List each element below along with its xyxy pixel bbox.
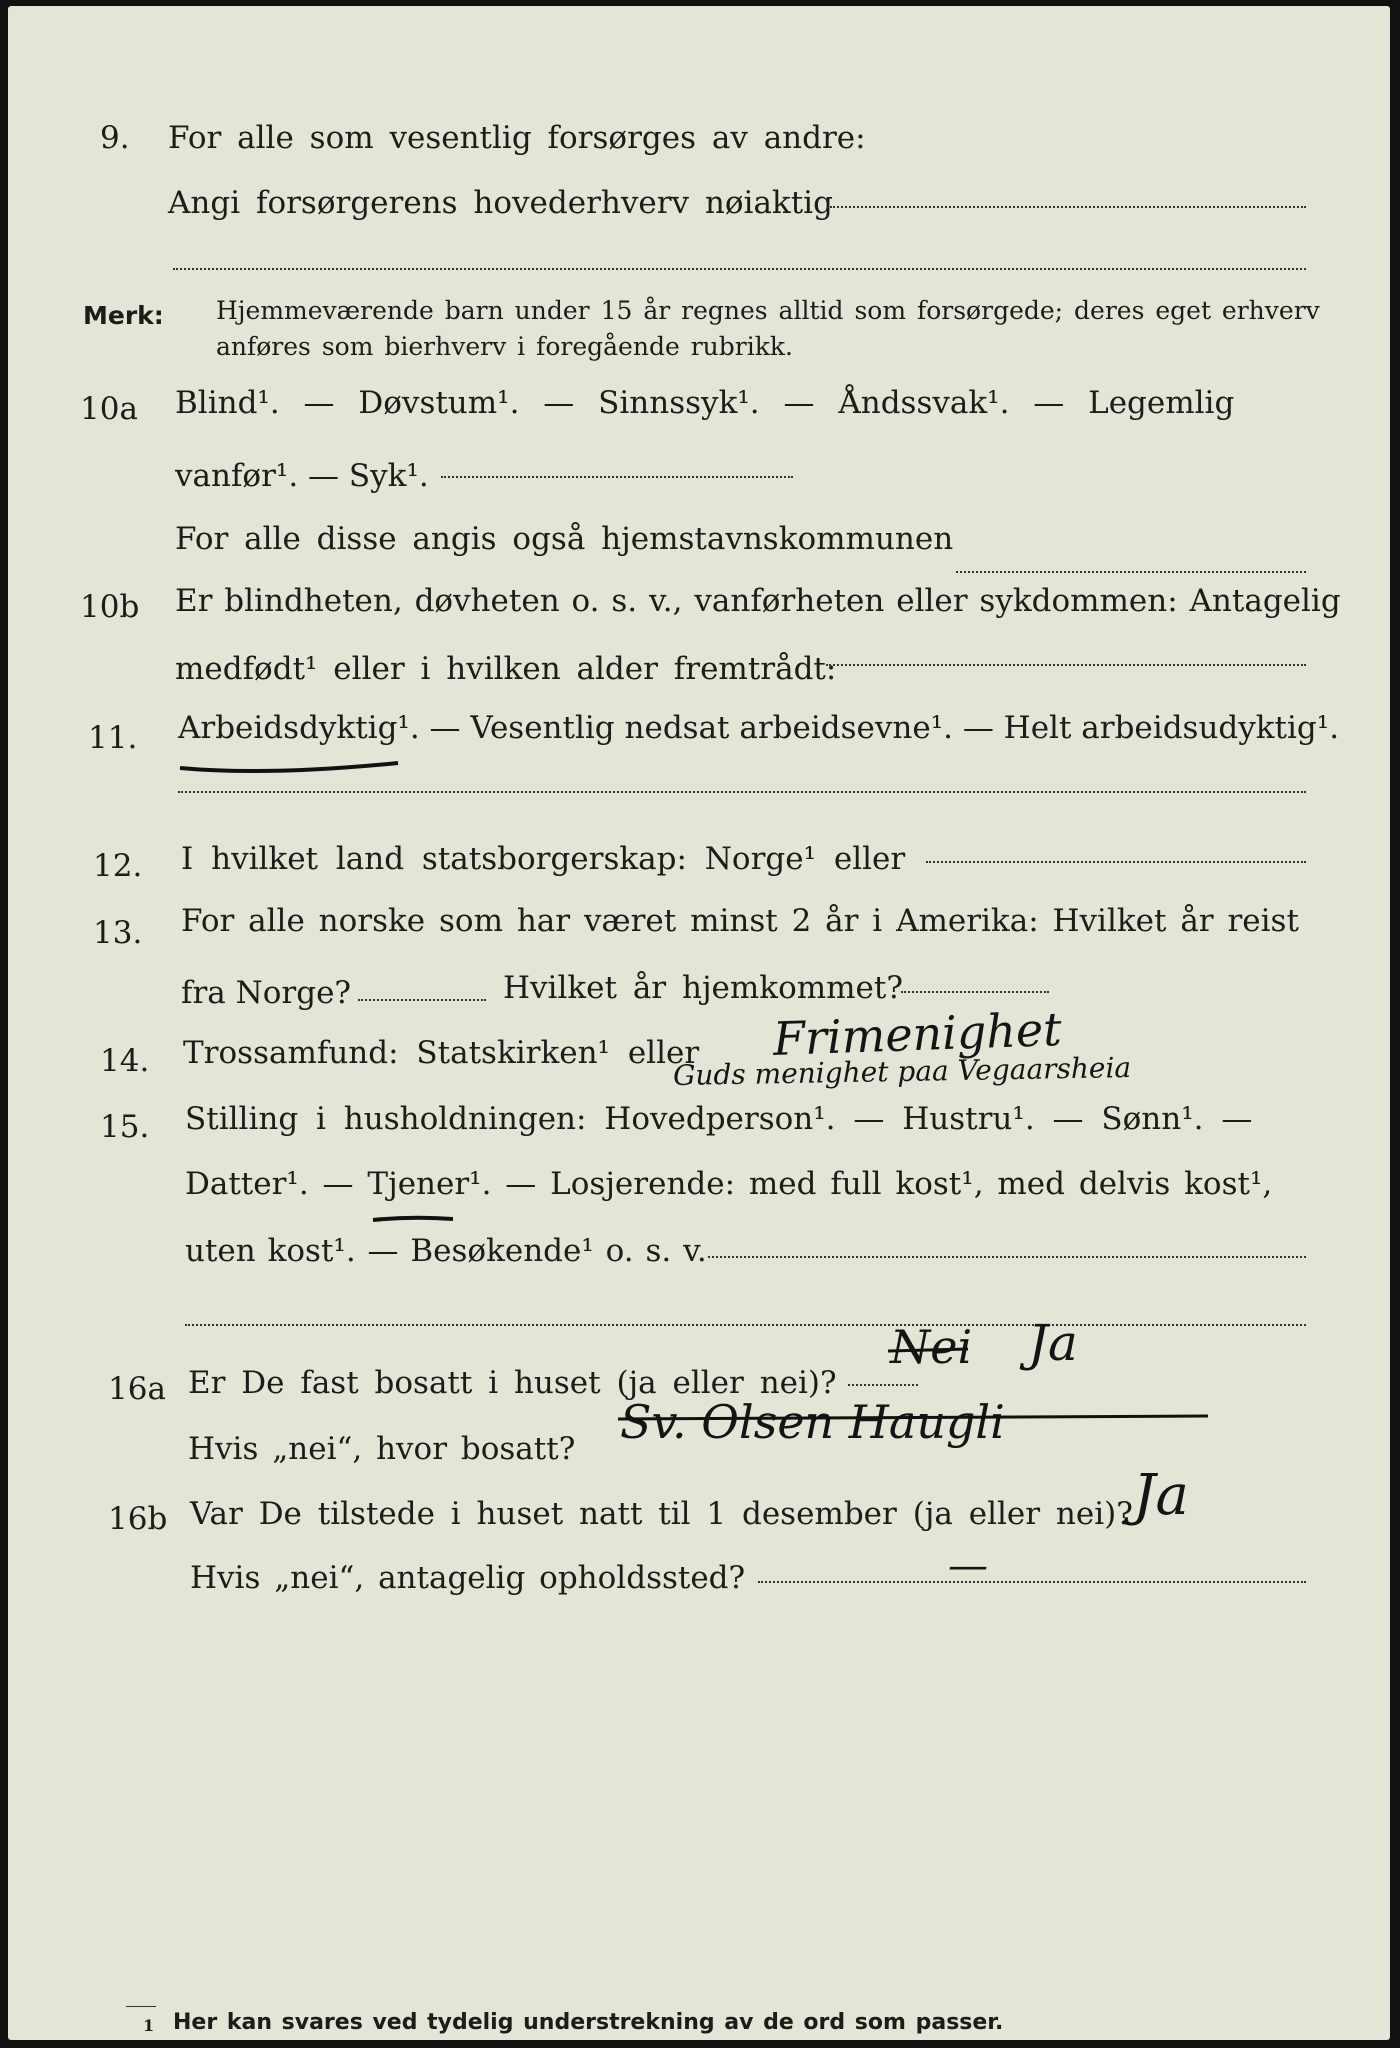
merk-label: Merk: (83, 301, 164, 330)
q10a-line-3: For alle disse angis også hjemstavnskommunen (175, 521, 954, 557)
question-number-12: 12. (93, 848, 143, 884)
q16a-line-1: Er De fast bosatt i huset (ja eller nei)? (188, 1365, 837, 1401)
merk-line-2: anføres som bierhverv i foregående rubrikk. (216, 332, 793, 361)
question-number-16a: 16a (108, 1371, 166, 1407)
question-number-15: 15. (100, 1109, 150, 1145)
question-number-14: 14. (100, 1043, 150, 1079)
q14-handwriting-frimenighet: Frimenighet (772, 1001, 1063, 1067)
census-form-page (8, 6, 1390, 2040)
q16a-handwriting-answer: Ja (1028, 1314, 1078, 1372)
footnote-mark: 1 (143, 2016, 155, 2035)
q10b-line-2: medfødt¹ eller i hvilken alder fremtrådt: (175, 651, 837, 687)
question-number-13: 13. (93, 915, 143, 951)
q14-line-1: Trossamfund: Statskirken¹ eller (183, 1035, 700, 1071)
question-number-10b: 10b (80, 589, 140, 625)
q13-line-2b: Hvilket år hjemkommet? (503, 970, 903, 1006)
q9-line-2: Angi forsørgerens hovederhverv nøiaktig (168, 185, 833, 221)
q13-line-2a: fra Norge? (181, 975, 352, 1011)
underline-tjener (373, 1218, 453, 1220)
strike-nei (888, 1349, 968, 1351)
question-number-10a: 10a (80, 391, 138, 427)
merk-line-1: Hjemmeværende barn under 15 år regnes alltid som forsørgede; deres eget erhverv (216, 296, 1320, 325)
underline-arbeidsdyktig (180, 763, 398, 771)
q15-line-2: Datter¹. — Tjener¹. — Losjerende: med full kost¹, med delvis kost¹, (185, 1166, 1273, 1202)
q11-line-1: Arbeidsdyktig¹. — Vesentlig nedsat arbeidsevne¹. — Helt arbeidsudyktig¹. (178, 710, 1340, 746)
handwritten-marks (8, 6, 1390, 2040)
strike-place (618, 1416, 1208, 1419)
q13-line-1: For alle norske som har været minst 2 år i Amerika: Hvilket år reist (181, 903, 1299, 939)
q16a-handwriting-struck-answer: Nei (890, 1320, 973, 1374)
q10b-line-1: Er blindheten, døvheten o. s. v., vanførheten eller sykdommen: Antagelig (175, 583, 1341, 619)
q12-line-1: I hvilket land statsborgerskap: Norge¹ eller (181, 841, 906, 877)
question-number-16b: 16b (108, 1501, 168, 1537)
q10a-line-2: vanfør¹. — Syk¹. (175, 458, 429, 494)
question-number-11: 11. (88, 720, 138, 756)
question-number-9: 9. (100, 120, 130, 156)
q16a-line-2: Hvis „nei“, hvor bosatt? (188, 1431, 576, 1467)
q14-handwriting-church: Guds menighet paa Vegaarsheia (672, 1051, 1132, 1092)
q16a-handwriting-struck-place: Sv. Olsen Haugli (620, 1395, 1005, 1449)
q15-line-1: Stilling i husholdningen: Hovedperson¹. — Hustru¹. — Sønn¹. — (185, 1101, 1253, 1137)
q16b-handwriting-dash: — (948, 1543, 988, 1589)
q16b-handwriting-answer: Ja (1133, 1463, 1189, 1528)
q9-line-1: For alle som vesentlig forsørges av andre: (168, 120, 866, 156)
footnote-text: Her kan svares ved tydelig understrekning av de ord som passer. (173, 2010, 1004, 2035)
q10a-line-1: Blind¹. — Døvstum¹. — Sinnssyk¹. — Åndssvak¹. — Legemlig (175, 385, 1235, 421)
q16b-line-1: Var De tilstede i huset natt til 1 desember (ja eller nei)? (190, 1496, 1133, 1532)
q15-line-3: uten kost¹. — Besøkende¹ o. s. v. (185, 1233, 707, 1269)
q16b-line-2: Hvis „nei“, antagelig opholdssted? (190, 1560, 746, 1596)
